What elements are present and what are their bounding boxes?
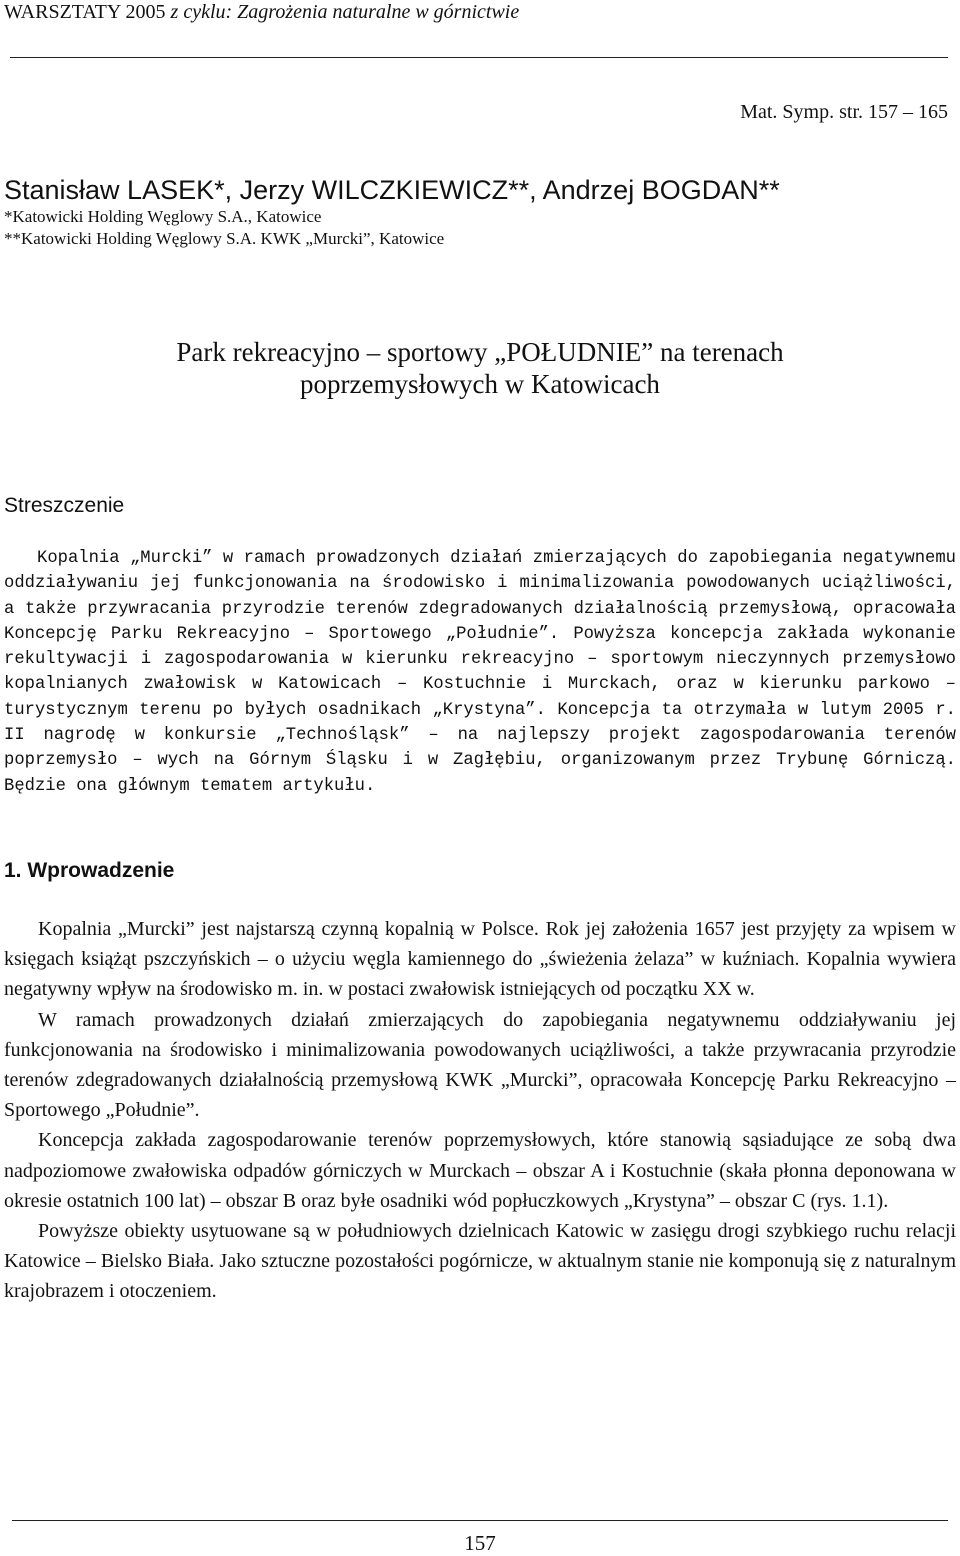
footer-rule bbox=[12, 1520, 948, 1521]
title-line-1: Park rekreacyjno – sportowy „POŁUDNIE” na terenach bbox=[176, 337, 784, 367]
abstract-paragraph: Kopalnia „Murcki” w ramach prowadzonych działań zmierzających do zapobiegania negatywnemu oddziaływaniu jej funkcjonowania na środowisko i minimalizowania powodowanych uciążliwości, a także przywracania przyrodzie terenów zdegradowanych działalnością przemysłową, opracowała Koncepcję Parku Rekreacyjno – Sportowego „Południe”. Powyższa koncepcja zakłada wykonanie rekultywacji i zagospodarowania w kierunku rekreacyjno – sportowym nieczynnych przemysłowo kopalnianych zwałowisk w Katowicach – Kostuchnie i Murckach, oraz w kierunku parkowo – turystycznym terenu po byłych osadnikach „Krystyna”. Koncepcja ta otrzymała w lutym 2005 r. II nagrodę w konkursie „Technośląsk” – na najlepszy projekt zagospodarowania terenów poprzemysło – wych na Górnym Śląsku i w Zagłębiu, organizowanym przez Trybunę Górniczą. Będzie ona głównym tematem artykułu. bbox=[4, 549, 956, 796]
page-number: 157 bbox=[464, 1531, 496, 1555]
abstract-body bbox=[4, 546, 956, 799]
header-rule bbox=[10, 57, 948, 58]
section-heading-introduction: 1. Wprowadzenie bbox=[4, 859, 175, 882]
section-body bbox=[4, 914, 956, 1307]
affiliation-2: **Katowicki Holding Węglowy S.A. KWK „Murcki”, Katowice bbox=[4, 229, 445, 248]
title-line-2: poprzemysłowych w Katowicach bbox=[300, 369, 660, 399]
authors-line: Stanisław LASEK*, Jerzy WILCZKIEWICZ**, Andrzej BOGDAN** bbox=[4, 175, 780, 205]
header-series: z cyklu: Zagrożenia naturalne w górnictwie bbox=[170, 1, 520, 23]
running-header bbox=[4, 0, 519, 24]
symposium-reference: Mat. Symp. str. 157 – 165 bbox=[740, 101, 948, 123]
body-paragraph-1: Kopalnia „Murcki” jest najstarszą czynną kopalnią w Polsce. Rok jej założenia 1657 jest przyjęty za wpisem w księgach książąt pszczyńskich – o użyciu węgla kamiennego do „świeżenia żelaza” w kuźniach. Kopalnia wywiera negatywny wpływ na środowisko m. in. w postaci zwałowisk istniejących od początku XX w. bbox=[4, 918, 956, 1001]
abstract-heading: Streszczenie bbox=[4, 494, 125, 517]
paper-title bbox=[0, 336, 960, 400]
body-paragraph-3: Koncepcja zakłada zagospodarowanie terenów poprzemysłowych, które stanowią sąsiadujące ze sobą dwa nadpoziomowe zwałowiska odpadów górniczych w Murckach – obszar A i Kostuchnie (skała płonna deponowana w okresie ostatnich 100 lat) – obszar B oraz byłe osadniki wód popłuczkowych „Krystyna” – obszar C (rys. 1.1). bbox=[4, 1129, 956, 1212]
affiliation-1: *Katowicki Holding Węglowy S.A., Katowice bbox=[4, 207, 322, 226]
header-prefix: WARSZTATY 2005 bbox=[4, 1, 171, 23]
body-paragraph-4: Powyższe obiekty usytuowane są w południowych dzielnicach Katowic w zasięgu drogi szybkiego ruchu relacji Katowice – Bielsko Biała. Jako sztuczne pozostałości pogórnicze, w aktualnym stanie nie komponują się z naturalnym krajobrazem i otoczeniem. bbox=[4, 1220, 956, 1303]
body-paragraph-2: W ramach prowadzonych działań zmierzających do zapobiegania negatywnemu oddziaływaniu jej funkcjonowania na środowisko i minimalizowania powodowanych uciążliwości, a także przywracania przyrodzie terenów zdegradowanych działalnością przemysłową KWK „Murcki”, opracowała Koncepcję Parku Rekreacyjno – Sportowego „Południe”. bbox=[4, 1008, 956, 1122]
